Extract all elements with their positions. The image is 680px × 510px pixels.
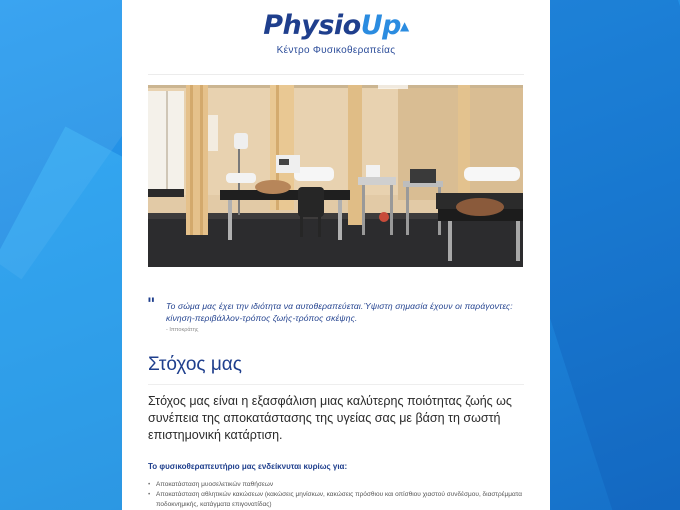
indications-heading: Το φυσικοθεραπευτήριο μας ενδείκνυται κυρίως για:: [148, 462, 348, 471]
arrow-up-icon: ▲: [400, 19, 409, 33]
site-tagline: Κέντρο Φυσικοθεραπείας: [276, 45, 396, 56]
quote-mark-icon: ": [147, 294, 156, 313]
content-page: [122, 0, 550, 510]
logo-text-physio: Physio: [263, 10, 361, 41]
logo-text-up: Up: [360, 10, 402, 41]
site-header: [148, 0, 524, 75]
list-item: • Αποκατάσταση μυοσελετικών παθήσεων: [148, 480, 528, 490]
goal-heading: Στόχος μας: [148, 354, 242, 375]
site-logo[interactable]: [148, 8, 524, 44]
quote-author: - Ιπποκράτης: [166, 327, 199, 333]
clinic-photo-image: [148, 85, 523, 267]
list-item: • Αποκατάσταση αθλητικών κακώσεων (κακώσεις μηνίσκων, κακώσεις πρόσθιου και οπίσθιου χιαστού συνδέσμου, διαστρέμματα ποδοκνημικής, κατάγματα επιγονατίδας): [148, 490, 528, 510]
quote-text: Το σώμα μας έχει την ιδιότητα να αυτοθεραπεύεται.Ύψιστη σημασία έχουν οι παράγοντες: κίνηση-περιβάλλον-τρόπος ζωής-τρόπος σκέψης.: [166, 301, 513, 323]
clinic-photo: [148, 85, 523, 267]
indications-list: [148, 480, 528, 510]
goal-description: Στόχος μας είναι η εξασφάλιση μιας καλύτερης ποιότητας ζωής ως συνέπεια της αποκατάστασης της υγείας σας με βάση τη σωστή επιστημονική κατάρτιση.: [148, 394, 512, 442]
goal-divider: [148, 384, 524, 385]
